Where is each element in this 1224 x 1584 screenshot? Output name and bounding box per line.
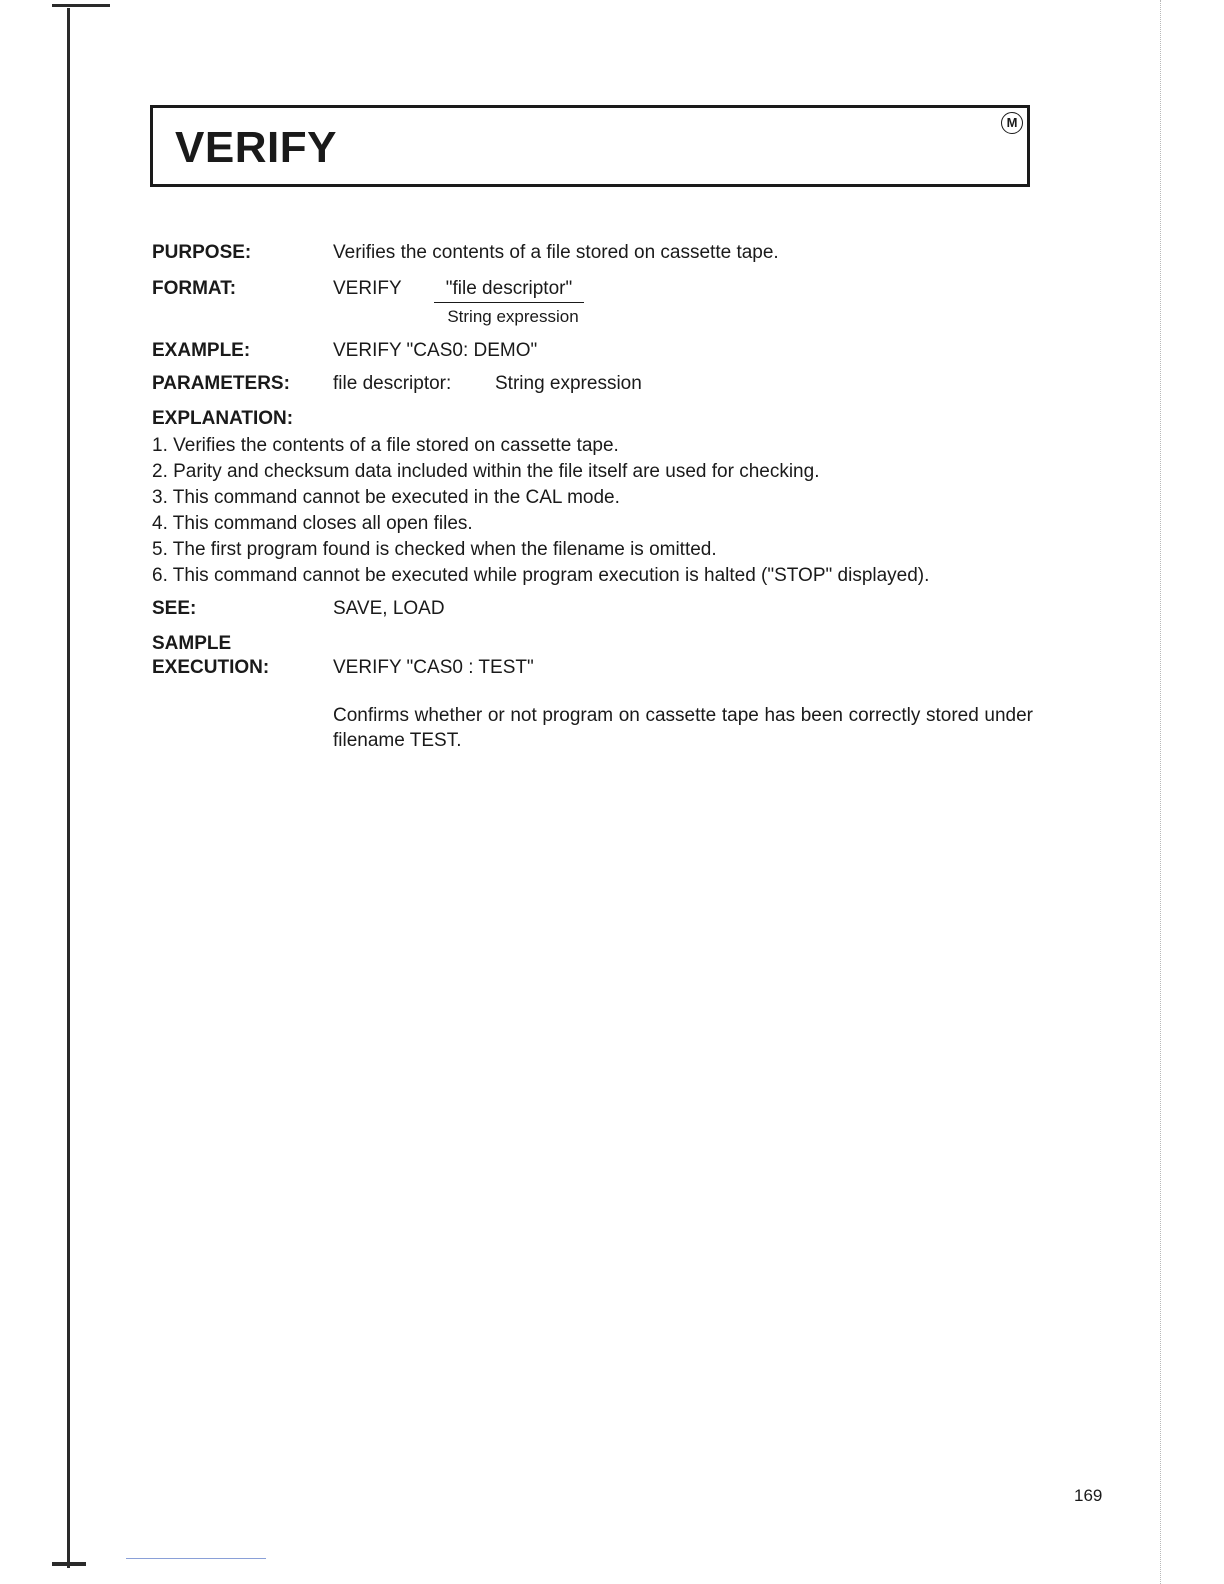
- execution-label: EXECUTION:: [152, 657, 270, 678]
- example-value: VERIFY "CAS0: DEMO": [333, 340, 538, 361]
- example-label: EXAMPLE:: [152, 340, 251, 361]
- list-item: 5. The first program found is checked when the filename is omitted.: [152, 539, 717, 560]
- page-number: 169: [1074, 1486, 1103, 1505]
- parameters-label: PARAMETERS:: [152, 373, 290, 394]
- binding-edge-line: [67, 8, 70, 1568]
- mode-badge-icon: M: [1001, 112, 1023, 134]
- page-title: VERIFY: [175, 123, 337, 172]
- title-box: [150, 105, 1030, 187]
- sample-label: SAMPLE: [152, 633, 232, 654]
- sample-description: Confirms whether or not program on cassette tape has been correctly stored under filename TEST.: [333, 705, 1033, 751]
- format-descriptor: "file descriptor": [434, 277, 584, 303]
- format-descriptor-note: String expression: [447, 307, 579, 326]
- purpose-label: PURPOSE:: [152, 242, 252, 263]
- see-value: SAVE, LOAD: [333, 598, 445, 619]
- parameter-value: String expression: [495, 373, 642, 394]
- see-label: SEE:: [152, 598, 197, 619]
- page-right-edge: [1160, 0, 1162, 1584]
- binding-edge-bottom: [52, 1562, 86, 1566]
- list-item: 4. This command closes all open files.: [152, 513, 473, 534]
- parameter-name: file descriptor:: [333, 373, 452, 394]
- list-item: 2. Parity and checksum data included within the file itself are used for checking.: [152, 461, 820, 482]
- bottom-rule: [126, 1558, 266, 1559]
- explanation-list: [152, 433, 929, 589]
- list-item: 3. This command cannot be executed in the CAL mode.: [152, 487, 620, 508]
- sample-command: VERIFY "CAS0 : TEST": [333, 657, 534, 678]
- format-command: VERIFY: [333, 278, 402, 299]
- format-label: FORMAT:: [152, 278, 237, 299]
- purpose-value: Verifies the contents of a file stored on cassette tape.: [333, 242, 779, 263]
- list-item: 1. Verifies the contents of a file stored on cassette tape.: [152, 435, 619, 456]
- explanation-label: EXPLANATION:: [152, 408, 294, 429]
- binding-edge-top: [52, 4, 110, 7]
- list-item: 6. This command cannot be executed while program execution is halted ("STOP" displayed).: [152, 565, 930, 586]
